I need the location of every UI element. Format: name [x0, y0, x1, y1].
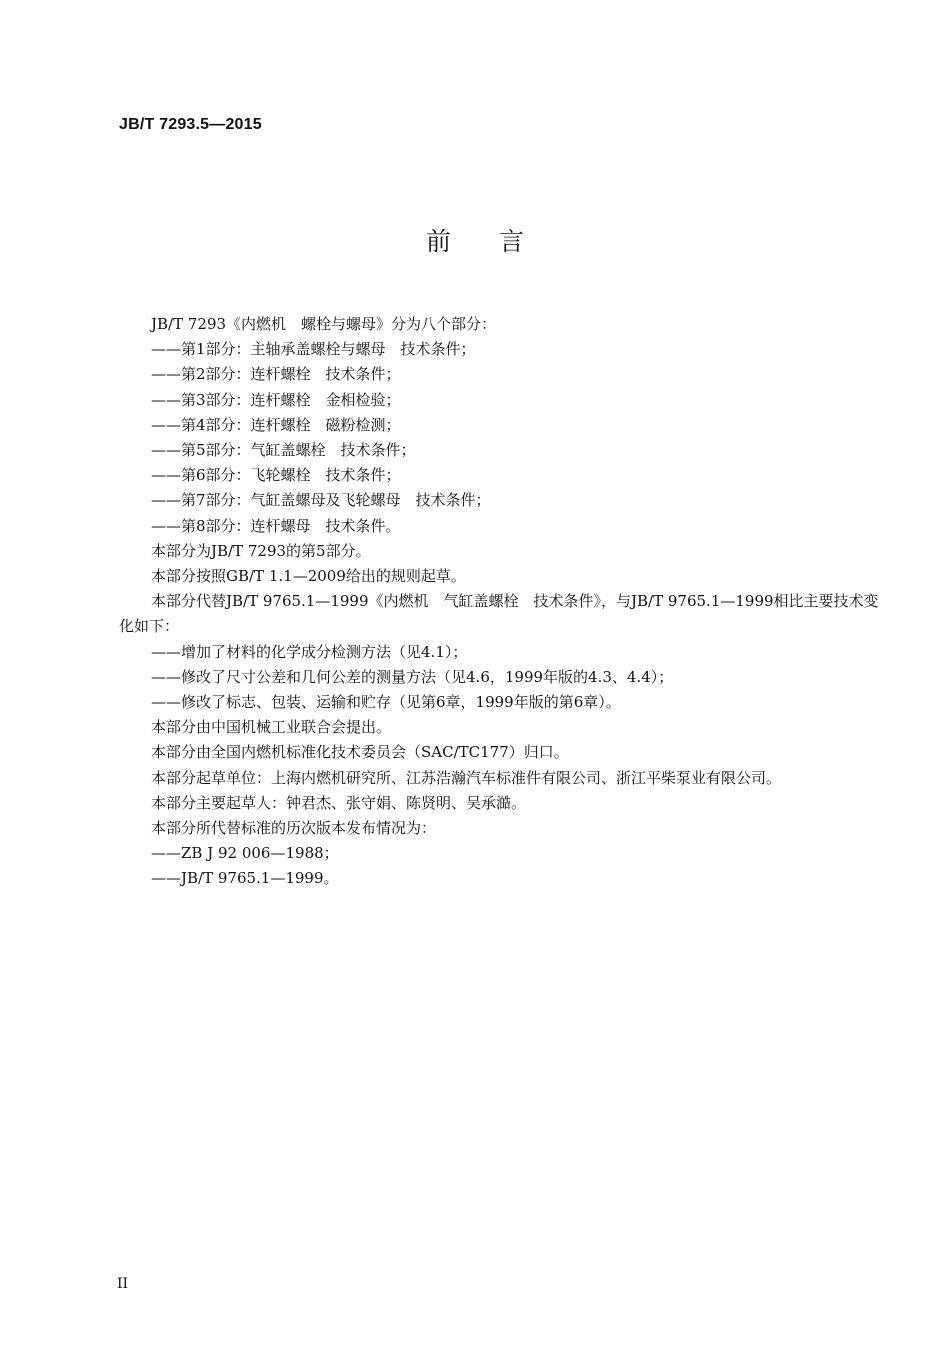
list-item: ——修改了标志、包装、运输和贮存（见第6章，1999年版的第6章）。: [151, 693, 621, 712]
paragraph: JB/T 7293《内燃机 螺栓与螺母》分为八个部分：: [151, 315, 497, 333]
list-item: ——第7部分：气缸盖螺母及飞轮螺母 技术条件；: [151, 491, 491, 510]
list-item: ——第3部分：连杆螺栓 金相检验；: [151, 390, 401, 409]
list-item: ——第1部分：主轴承盖螺栓与螺母 技术条件；: [151, 340, 476, 359]
paragraph: 本部分代替JB/T 9765.1—1999《内燃机 气缸盖螺栓 技术条件》，与JB/T 9765.1—1999相比主要技术变化如下：: [119, 592, 879, 636]
list-item: ——第6部分：飞轮螺栓 技术条件；: [151, 466, 401, 485]
list-item: ——第4部分：连杆螺栓 磁粉检测；: [151, 415, 401, 434]
list-item: ——第2部分：连杆螺栓 技术条件；: [151, 365, 401, 384]
paragraph: 本部分起草单位：上海内燃机研究所、江苏浩瀚汽车标准件有限公司、浙江平柴泵业有限公司。: [151, 768, 782, 787]
paragraph: 本部分由中国机械工业联合会提出。: [151, 718, 392, 737]
list-item: ——第5部分：气缸盖螺栓 技术条件；: [151, 441, 416, 460]
paragraph: 本部分所代替标准的历次版本发布情况为：: [151, 819, 437, 838]
standard-code: JB/T 7293.5—2015: [119, 116, 262, 133]
list-item: ——JB/T 9765.1—1999。: [151, 869, 339, 888]
paragraph: 本部分按照GB/T 1.1—2009给出的规则起草。: [151, 567, 466, 586]
page-title: 前言: [425, 227, 572, 256]
list-item: ——增加了材料的化学成分检测方法（见4.1）；: [151, 642, 468, 661]
paragraph: 本部分主要起草人：钟君杰、张守娟、陈贤明、吴承澔。: [151, 793, 527, 812]
foreword-body: [119, 312, 879, 892]
list-item: ——第8部分：连杆螺母 技术条件。: [151, 516, 401, 535]
paragraph: 本部分为JB/T 7293的第5部分。: [151, 541, 371, 560]
page-number: II: [117, 1276, 129, 1292]
list-item: ——修改了尺寸公差和几何公差的测量方法（见4.6，1999年版的4.3、4.4）；: [151, 667, 674, 686]
paragraph: 本部分由全国内燃机标准化技术委员会（SAC/TC177）归口。: [151, 743, 569, 762]
list-item: ——ZB J 92 006—1988；: [151, 844, 339, 863]
